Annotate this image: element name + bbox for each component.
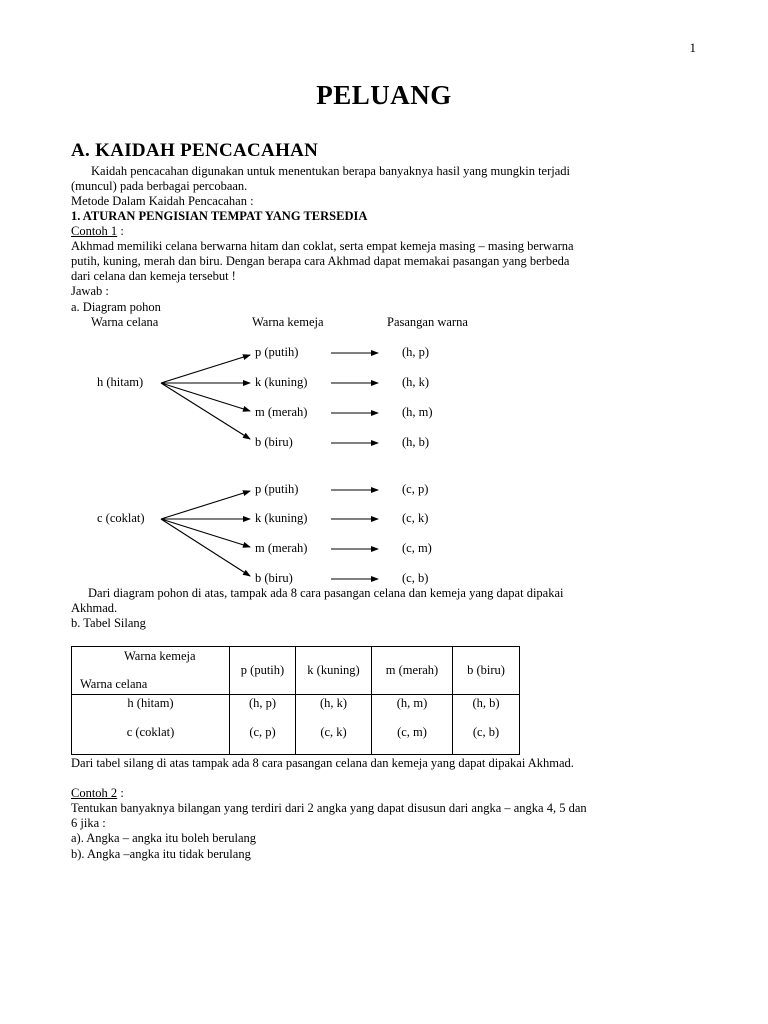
- branch-arrow: [161, 519, 250, 576]
- subheading: 1. ATURAN PENGISIAN TEMPAT YANG TERSEDIA: [71, 209, 368, 223]
- table-cell-col: [296, 695, 372, 755]
- example1-text-1: Akhmad memiliki celana berwarna hitam dan coklat, serta empat kemeja masing – masing berwarna: [71, 239, 574, 253]
- tree-pair: (h, k): [402, 375, 430, 389]
- tree-branch: k (kuning): [255, 375, 308, 389]
- example1-label: Contoh 1: [71, 224, 118, 238]
- branch-arrow: [161, 383, 250, 439]
- table-conclusion: Dari tabel silang di atas tampak ada 8 cara pasangan celana dan kemeja yang dapat dipakai Akhmad.: [71, 756, 574, 770]
- tree-header-kemeja: Warna kemeja: [252, 315, 324, 329]
- row-label-h: h (hitam): [127, 696, 174, 710]
- example2-text-1: Tentukan banyaknya bilangan yang terdiri dari 2 angka yang dapat disusun dari angka – angka 4, 5 dan: [71, 801, 587, 815]
- tree-branch: m (merah): [255, 541, 308, 555]
- table-corner: [72, 647, 230, 695]
- table-cell-col: [453, 695, 520, 755]
- example1-text-2: putih, kuning, merah dan biru. Dengan berapa cara Akhmad dapat memakai pasangan yang berbeda: [71, 254, 570, 268]
- intro-line-2: (muncul) pada berbagai percobaan.: [71, 179, 248, 193]
- table-cell: (c, k): [320, 725, 347, 739]
- tree-branch: k (kuning): [255, 511, 308, 525]
- table-cell: (h, k): [319, 696, 348, 710]
- example2-heading: [71, 786, 124, 801]
- table-cell-col: [230, 695, 296, 755]
- page-number: 1: [689, 40, 696, 55]
- table-cell: (c, b): [472, 725, 500, 739]
- example2-colon: :: [117, 786, 124, 800]
- intro-line-1: Kaidah pencacahan digunakan untuk menentukan berapa banyaknya hasil yang mungkin terjadi: [91, 164, 570, 178]
- table-col-header: b (biru): [453, 647, 520, 695]
- tree-pair: (h, b): [402, 435, 430, 449]
- tree-pair: (c, p): [402, 482, 429, 496]
- example1-text-3: dari celana dan kemeja tersebut !: [71, 269, 236, 283]
- tree-root-h: h (hitam): [97, 375, 144, 389]
- example2-text-2: 6 jika :: [71, 816, 106, 830]
- tree-branch: p (putih): [255, 482, 299, 496]
- table-col-header: k (kuning): [296, 647, 372, 695]
- table-cell: (h, b): [472, 696, 500, 710]
- tree-branch: b (biru): [255, 435, 293, 449]
- tree-root-c: c (coklat): [97, 511, 145, 525]
- tree-pair: (c, b): [402, 571, 429, 585]
- section-heading: A. KAIDAH PENCACAHAN: [71, 140, 319, 161]
- tree-pair: (h, m): [402, 405, 433, 419]
- tree-pair: (c, m): [402, 541, 432, 555]
- page-title: PELUANG: [316, 80, 452, 110]
- tree-branch: m (merah): [255, 405, 308, 419]
- table-row-labels: [72, 695, 230, 755]
- example2-label: Contoh 2: [71, 786, 118, 800]
- branch-arrow: [161, 355, 250, 383]
- table-col-header: m (merah): [372, 647, 453, 695]
- method-line: Metode Dalam Kaidah Pencacahan :: [71, 194, 254, 208]
- tree-conclusion-2: Akhmad.: [71, 601, 118, 615]
- example2-item-b: b). Angka –angka itu tidak berulang: [71, 847, 251, 861]
- table-cell: (c, m): [397, 725, 427, 739]
- corner-bottom-label: Warna celana: [80, 677, 148, 691]
- tree-pair: (h, p): [402, 345, 430, 359]
- row-label-c: c (coklat): [126, 725, 175, 739]
- cross-table: [71, 646, 520, 755]
- tree-pair: (c, k): [402, 511, 429, 525]
- table-cell: (c, p): [249, 725, 276, 739]
- table-cell-col: [372, 695, 453, 755]
- branch-arrow: [161, 383, 250, 411]
- answer-label: Jawab :: [71, 284, 109, 298]
- tree-conclusion-1: Dari diagram pohon di atas, tampak ada 8 cara pasangan celana dan kemeja yang dapat dipakai: [88, 586, 564, 600]
- table-cell: (h, p): [248, 696, 277, 710]
- table-col-header: p (putih): [230, 647, 296, 695]
- tree-branch: b (biru): [255, 571, 293, 585]
- table-cell: (h, m): [396, 696, 428, 710]
- tree-header-celana: Warna celana: [91, 315, 159, 329]
- branch-arrow: [161, 519, 250, 547]
- corner-top-label: Warna kemeja: [124, 649, 196, 663]
- tree-header-pasangan: Pasangan warna: [387, 315, 468, 329]
- example1-colon: :: [117, 224, 124, 238]
- part-b-label: b. Tabel Silang: [71, 616, 146, 630]
- part-a-label: a. Diagram pohon: [71, 300, 161, 314]
- example2-item-a: a). Angka – angka itu boleh berulang: [71, 831, 257, 845]
- branch-arrow: [161, 491, 250, 519]
- tree-branch: p (putih): [255, 345, 299, 359]
